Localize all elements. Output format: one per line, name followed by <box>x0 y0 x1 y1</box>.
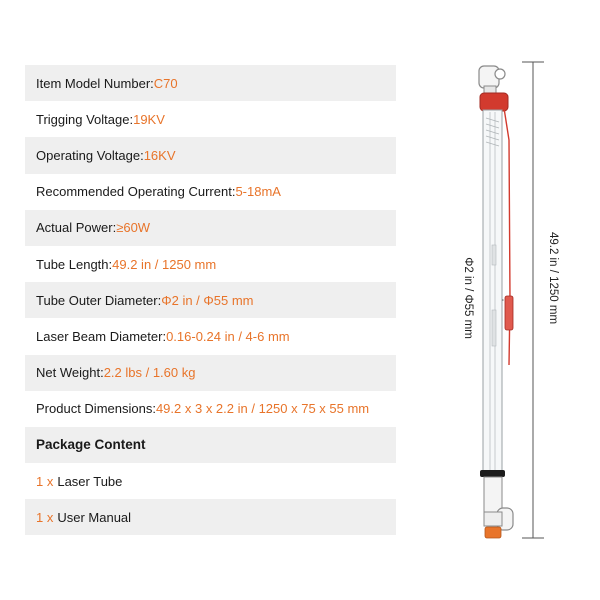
bottom-black-ring <box>480 470 505 477</box>
package-item-qty: 1 x <box>36 473 54 489</box>
spec-label: Actual Power: <box>36 220 117 236</box>
spec-label: Net Weight: <box>36 365 104 381</box>
package-item-name: Laser Tube <box>57 473 123 489</box>
spec-value: 19KV <box>133 111 165 127</box>
red-connector <box>505 296 513 330</box>
spec-label: Tube Length: <box>36 256 113 272</box>
spec-label: Tube Outer Diameter: <box>36 292 162 308</box>
spec-value: 16KV <box>143 147 176 163</box>
length-dimension-line <box>522 62 544 538</box>
spec-value: 49.2 x 3 x 2.2 in / 1250 x 75 x 55 mm <box>155 401 370 417</box>
spec-value: Φ2 in / Φ55 mm <box>161 292 254 308</box>
spec-label: Product Dimensions: <box>36 401 156 417</box>
spec-label: Recommended Operating Current: <box>36 184 236 200</box>
package-heading-text: Package Content <box>36 437 146 453</box>
package-item-name: User Manual <box>57 509 132 525</box>
output-window <box>485 527 501 538</box>
spec-value: ≥60W <box>116 220 151 236</box>
spec-label: Trigging Voltage: <box>36 111 134 127</box>
length-label: 49.2 in / 1250 mm <box>547 231 559 325</box>
spec-label: Item Model Number: <box>36 75 154 91</box>
spec-value: 5-18mA <box>235 184 281 200</box>
spec-value: 49.2 in / 1250 mm <box>112 256 217 272</box>
laser-tube <box>479 66 513 538</box>
diameter-label: Φ2 in / Φ55 mm <box>462 257 474 339</box>
package-item-qty: 1 x <box>36 509 54 525</box>
spec-value: 0.16-0.24 in / 4-6 mm <box>166 328 290 344</box>
spec-value: 2.2 lbs / 1.60 kg <box>103 365 196 381</box>
spec-label: Operating Voltage: <box>36 147 144 163</box>
spec-value: C70 <box>153 75 178 91</box>
outer-glass-body <box>483 110 502 476</box>
top-nozzle <box>495 69 505 79</box>
spec-label: Laser Beam Diameter: <box>36 328 167 344</box>
